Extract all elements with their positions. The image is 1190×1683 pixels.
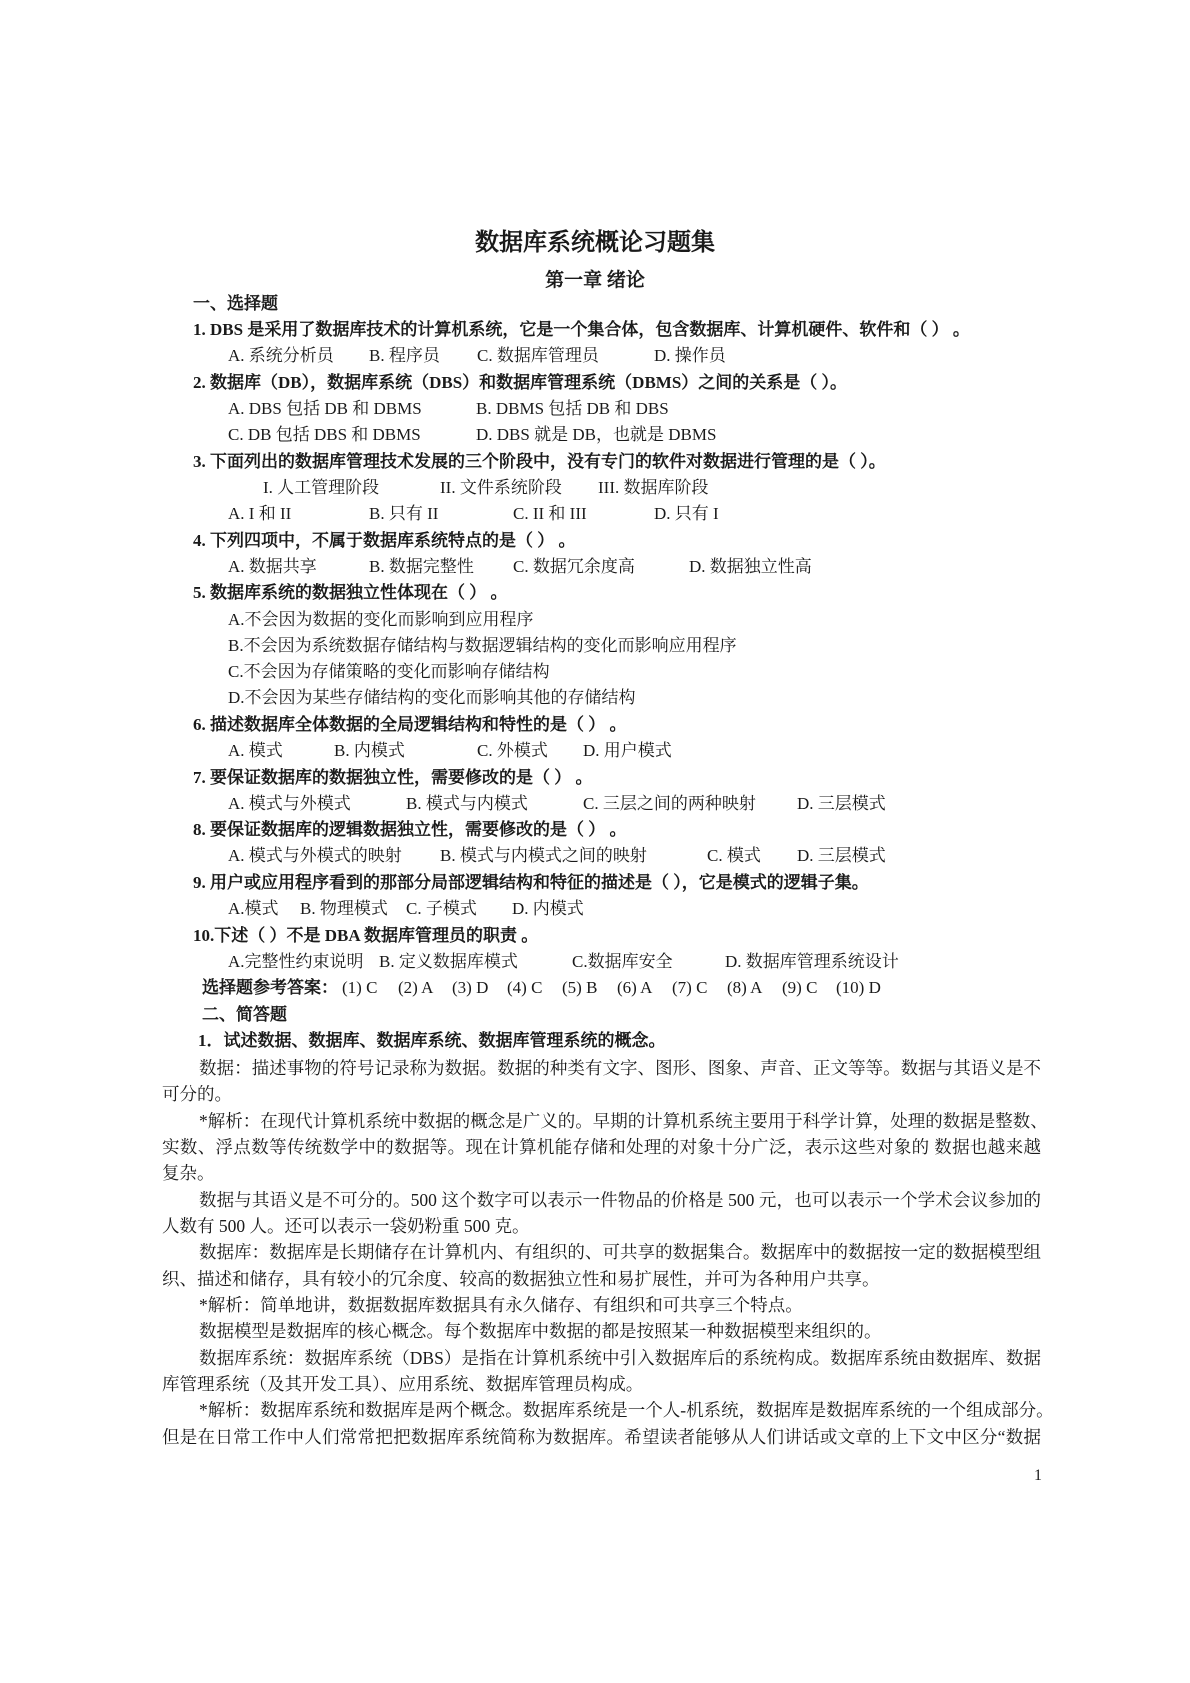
option: B. 只有 II <box>369 504 439 523</box>
body-line: 实数、浮点数等传统数学中的数据等。现在计算机能存储和处理的对象十分广泛，表示这些对象的 数据也越来越 <box>162 1137 1041 1157</box>
answer-item: (7) C <box>672 978 708 997</box>
option: C. 数据冗余度高 <box>513 557 635 576</box>
option: B. 内模式 <box>334 741 405 760</box>
option: C. 三层之间的两种映射 <box>583 794 756 813</box>
option: C. II 和 III <box>513 504 587 523</box>
option: C. 模式 <box>707 846 761 865</box>
question: 7. 要保证数据库的数据独立性，需要修改的是（ ） 。 <box>193 768 593 787</box>
answer-key-label: 选择题参考答案： <box>202 978 338 997</box>
short-question: 1．试述数据、数据库、数据库系统、数据库管理系统的概念。 <box>198 1031 666 1050</box>
body-line: *解析：简单地讲，数据数据库数据具有永久储存、有组织和可共享三个特点。 <box>199 1295 803 1315</box>
option: A.不会因为数据的变化而影响到应用程序 <box>228 610 534 629</box>
option: C. DB 包括 DBS 和 DBMS <box>228 425 421 444</box>
body-line: 数据模型是数据库的核心概念。每个数据库中数据的都是按照某一种数据模型来组织的。 <box>199 1321 882 1341</box>
body-line: *解析：数据库系统和数据库是两个概念。数据库系统是一个人-机系统，数据库是数据库系统的一个组成部分。 <box>199 1400 1054 1420</box>
question: 5. 数据库系统的数据独立性体现在（ ） 。 <box>193 583 508 602</box>
page-number: 1 <box>1034 1467 1042 1484</box>
option: A. 模式 <box>228 741 283 760</box>
question: 4. 下列四项中，不属于数据库系统特点的是（ ） 。 <box>193 531 576 550</box>
option: D. 数据库管理系统设计 <box>725 952 899 971</box>
body-line: 织、描述和储存，具有较小的冗余度、较高的数据独立性和易扩展性，并可为各种用户共享。 <box>162 1269 880 1289</box>
option: D. 三层模式 <box>797 794 886 813</box>
stage-item: II. 文件系统阶段 <box>440 478 562 497</box>
option: A. 模式与外模式 <box>228 794 351 813</box>
answer-item: (2) A <box>398 978 434 997</box>
question: 8. 要保证数据库的逻辑数据独立性，需要修改的是（ ） 。 <box>193 820 627 839</box>
body-line: 复杂。 <box>162 1163 215 1183</box>
option: B. 数据完整性 <box>369 557 474 576</box>
question: 1. DBS 是采用了数据库技术的计算机系统，它是一个集合体，包含数据库、计算机硬件、软件和（ ） 。 <box>193 320 970 339</box>
body-line: 数据库：数据库是长期储存在计算机内、有组织的、可共享的数据集合。数据库中的数据按一定的数据模型组 <box>199 1242 1041 1262</box>
body-line: 库管理系统（及其开发工具）、应用系统、数据库管理员构成。 <box>162 1374 644 1394</box>
answer-item: (6) A <box>617 978 653 997</box>
body-line: 数据库系统：数据库系统（DBS）是指在计算机系统中引入数据库后的系统构成。数据库系统由数据库、数据 <box>199 1348 1041 1368</box>
body-line: 人数有 500 人。还可以表示一袋奶粉重 500 克。 <box>162 1216 530 1236</box>
answer-item: (5) B <box>562 978 598 997</box>
section-heading: 二、简答题 <box>202 1005 287 1024</box>
question: 10.下述（ ）不是 DBA 数据库管理员的职责 。 <box>193 926 539 945</box>
stage-item: III. 数据库阶段 <box>598 478 709 497</box>
option: D. 操作员 <box>654 346 726 365</box>
option: C.数据库安全 <box>572 952 673 971</box>
option: D. 内模式 <box>512 899 584 918</box>
body-line: 可分的。 <box>162 1084 232 1104</box>
option: D. 用户模式 <box>583 741 672 760</box>
option: A. 系统分析员 <box>228 346 334 365</box>
answer-item: (9) C <box>782 978 818 997</box>
option: A. 数据共享 <box>228 557 317 576</box>
option: B. 程序员 <box>369 346 440 365</box>
option: C. 外模式 <box>477 741 548 760</box>
body-line: *解析：在现代计算机系统中数据的概念是广义的。早期的计算机系统主要用于科学计算，处理的数据是整数、 <box>199 1111 1048 1131</box>
stage-item: I. 人工管理阶段 <box>263 478 380 497</box>
option: B. 物理模式 <box>300 899 388 918</box>
answer-item: (8) A <box>727 978 763 997</box>
question: 2. 数据库（DB），数据库系统（DBS）和数据库管理系统（DBMS）之间的关系是（ ）。 <box>193 373 848 392</box>
option: A.模式 <box>228 899 279 918</box>
question: 6. 描述数据库全体数据的全局逻辑结构和特性的是（ ） 。 <box>193 715 627 734</box>
answer-item: (1) C <box>342 978 378 997</box>
option: C. 数据库管理员 <box>477 346 599 365</box>
option: D. 只有 I <box>654 504 719 523</box>
answer-item: (3) D <box>452 978 489 997</box>
option: D. 三层模式 <box>797 846 886 865</box>
option: C.不会因为存储策略的变化而影响存储结构 <box>228 662 550 681</box>
question: 9. 用户或应用程序看到的那部分局部逻辑结构和特征的描述是（ ），它是模式的逻辑子集。 <box>193 873 869 892</box>
answer-item: (10) D <box>836 978 881 997</box>
body-line: 数据与其语义是不可分的。500 这个数字可以表示一件物品的价格是 500 元，也可以表示一个学术会议参加的 <box>199 1190 1041 1210</box>
option: B. 模式与内模式之间的映射 <box>440 846 647 865</box>
document-title: 数据库系统概论习题集 <box>475 230 715 256</box>
option: B. 定义数据库模式 <box>379 952 518 971</box>
option: A. I 和 II <box>228 504 292 523</box>
option: B.不会因为系统数据存储结构与数据逻辑结构的变化而影响应用程序 <box>228 636 737 655</box>
question: 3. 下面列出的数据库管理技术发展的三个阶段中，没有专门的软件对数据进行管理的是（ ）。 <box>193 452 886 471</box>
option: A. 模式与外模式的映射 <box>228 846 402 865</box>
option: A. DBS 包括 DB 和 DBMS <box>228 399 422 418</box>
section-heading: 一、选择题 <box>193 294 278 313</box>
option: C. 子模式 <box>406 899 477 918</box>
option: D.不会因为某些存储结构的变化而影响其他的存储结构 <box>228 688 636 707</box>
answer-item: (4) C <box>507 978 543 997</box>
body-line: 数据：描述事物的符号记录称为数据。数据的种类有文字、图形、图象、声音、正文等等。数据与其语义是不 <box>199 1058 1041 1078</box>
body-line: 但是在日常工作中人们常常把把数据库系统简称为数据库。希望读者能够从人们讲话或文章的上下文中区分“数据 <box>162 1427 1041 1447</box>
option: D. DBS 就是 DB，也就是 DBMS <box>476 425 717 444</box>
option: A.完整性约束说明 <box>228 952 364 971</box>
chapter-title: 第一章 绪论 <box>545 270 645 291</box>
option: B. 模式与内模式 <box>406 794 528 813</box>
option: B. DBMS 包括 DB 和 DBS <box>476 399 669 418</box>
option: D. 数据独立性高 <box>689 557 812 576</box>
